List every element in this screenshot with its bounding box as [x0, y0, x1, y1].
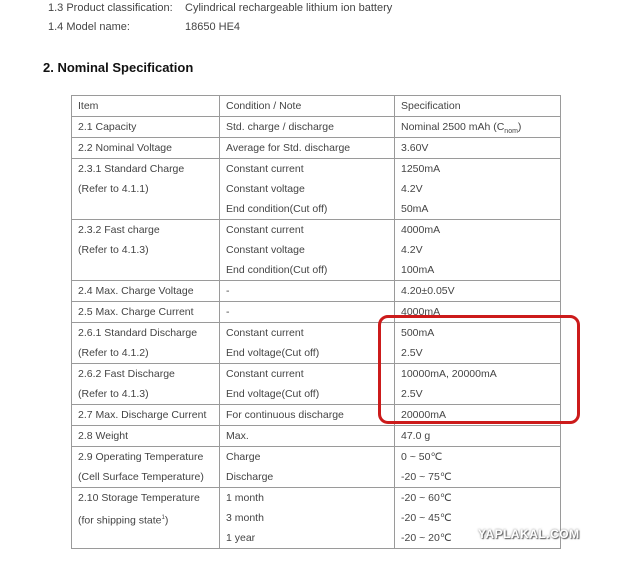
condition-cell-text: End condition(Cut off): [226, 264, 328, 276]
item-cell-line: [78, 302, 219, 322]
condition-cell-line: [226, 343, 394, 363]
condition-cell: [220, 488, 395, 549]
item-cell-text: 2.1 Capacity: [78, 121, 137, 133]
item-cell-line: [78, 426, 219, 446]
condition-cell-line: [226, 426, 394, 446]
item-cell-line: [78, 467, 219, 487]
condition-cell-text: Charge: [226, 451, 261, 463]
item-cell: [72, 323, 220, 364]
item-cell: [72, 138, 220, 159]
condition-cell-line: [226, 117, 394, 137]
item-cell-text: 2.9 Operating Temperature: [78, 451, 204, 463]
specification-cell-line: [401, 260, 560, 280]
condition-cell: [220, 220, 395, 281]
specification-cell-line: [401, 138, 560, 158]
item-cell-line: [78, 405, 219, 425]
condition-cell: [220, 281, 395, 302]
item-cell: [72, 220, 220, 281]
item-cell-text: 2.2 Nominal Voltage: [78, 142, 172, 154]
condition-cell-text: Max.: [226, 430, 249, 442]
item-cell-text: (Cell Surface Temperature): [78, 471, 204, 483]
specification-cell-line: [401, 281, 560, 301]
condition-cell-line: [226, 364, 394, 384]
specification-cell-text: -20 ~ 75℃: [401, 471, 452, 483]
specification-cell-text: 2.5V: [401, 388, 423, 400]
item-cell: [72, 426, 220, 447]
spec-tail: ): [517, 121, 522, 133]
item-cell-line: [78, 343, 219, 363]
condition-cell-line: [226, 138, 394, 158]
item-cell-line: [78, 281, 219, 301]
specification-cell-line: [401, 199, 560, 219]
condition-cell-text: Average for Std. discharge: [226, 142, 351, 154]
table-row: [72, 447, 561, 488]
specification-cell-line: [401, 240, 560, 260]
item-cell-line: [78, 220, 219, 240]
item-cell-text: 2.4 Max. Charge Voltage: [78, 285, 194, 297]
column-header-specification: Specification: [395, 96, 561, 117]
condition-cell-line: [226, 528, 394, 548]
item-cell-text: (Refer to 4.1.3): [78, 244, 149, 256]
item-cell: [72, 447, 220, 488]
specification-cell: [395, 117, 561, 138]
condition-cell-line: [226, 220, 394, 240]
specification-cell-line: [401, 467, 560, 487]
specification-cell-text: 4000mA: [401, 306, 441, 318]
table-row: [72, 117, 561, 138]
condition-cell-text: End condition(Cut off): [226, 203, 328, 215]
condition-cell-text: Constant current: [226, 163, 304, 175]
specification-cell-line: [401, 488, 560, 508]
table-row: [72, 220, 561, 281]
condition-cell-line: [226, 199, 394, 219]
condition-cell: [220, 426, 395, 447]
item-cell-line: [78, 159, 219, 179]
watermark: YAPLAKAL.COM: [478, 527, 580, 541]
condition-cell-line: [226, 447, 394, 467]
condition-cell-text: Constant current: [226, 327, 304, 339]
condition-cell: [220, 302, 395, 323]
condition-cell: [220, 323, 395, 364]
table-row: [72, 426, 561, 447]
specification-cell-line: [401, 447, 560, 467]
condition-cell: [220, 447, 395, 488]
item-cell-line: [78, 240, 219, 260]
condition-cell-text: -: [226, 285, 230, 297]
specification-cell: [395, 138, 561, 159]
table-header-row: [72, 96, 561, 117]
item-cell-text: 2.3.2 Fast charge: [78, 224, 160, 236]
condition-cell-text: Constant voltage: [226, 183, 305, 195]
specification-cell-text: 500mA: [401, 327, 435, 339]
condition-cell-text: 1 month: [226, 492, 264, 504]
subscript: nom: [504, 128, 518, 136]
specification-cell-text: 50mA: [401, 203, 429, 215]
item-cell-text: 2.8 Weight: [78, 430, 129, 442]
item-cell-text: 2.6.1 Standard Discharge: [78, 327, 198, 339]
item-cell-line: [78, 364, 219, 384]
condition-cell-text: End voltage(Cut off): [226, 347, 320, 359]
item-cell-text: 2.3.1 Standard Charge: [78, 163, 185, 175]
specification-cell-text: -20 ~ 45℃: [401, 512, 452, 524]
specification-cell-line: [401, 220, 560, 240]
table-row: [72, 138, 561, 159]
specification-cell: [395, 447, 561, 488]
condition-cell-text: For continuous discharge: [226, 409, 344, 421]
specification-cell-text: 100mA: [401, 264, 435, 276]
condition-cell-line: [226, 405, 394, 425]
item-cell-text: (Refer to 4.1.2): [78, 347, 149, 359]
condition-cell-text: -: [226, 306, 230, 318]
item-cell-line: [78, 138, 219, 158]
table-row: [72, 159, 561, 220]
specification-cell-line: [401, 159, 560, 179]
specification-cell: [395, 426, 561, 447]
item-cell: [72, 281, 220, 302]
specification-cell-text: 4000mA: [401, 224, 441, 236]
condition-cell-text: End voltage(Cut off): [226, 388, 320, 400]
condition-cell-line: [226, 467, 394, 487]
condition-cell-line: [226, 240, 394, 260]
info-label: 1.3 Product classification:: [48, 2, 173, 14]
info-value: 18650 HE4: [185, 21, 241, 33]
item-cell-text: (for shipping state: [78, 514, 162, 527]
specification-cell-text: 4.20±0.05V: [401, 285, 455, 297]
item-cell: [72, 302, 220, 323]
item-cell-text: 2.10 Storage Temperature: [78, 492, 200, 504]
specification-cell-text: 47.0 g: [401, 430, 431, 442]
item-cell: [72, 159, 220, 220]
condition-cell-text: Discharge: [226, 471, 274, 483]
item-cell-text: (Refer to 4.1.1): [78, 183, 149, 195]
specification-cell: [395, 281, 561, 302]
condition-cell-line: [226, 159, 394, 179]
condition-cell-text: Constant current: [226, 368, 304, 380]
condition-cell-line: [226, 323, 394, 343]
specification-cell-text: Nominal 2500 mAh (C: [401, 121, 505, 133]
item-cell-line: [78, 117, 219, 137]
specification-cell-line: [401, 508, 560, 528]
column-header-item: Item: [72, 96, 220, 117]
specification-cell-text: 3.60V: [401, 142, 429, 154]
specification-cell-text: 10000mA, 20000mA: [401, 368, 497, 380]
item-cell-line: [78, 384, 219, 404]
item-cell-text: 2.6.2 Fast Discharge: [78, 368, 175, 380]
condition-cell-line: [226, 281, 394, 301]
specification-cell: [395, 159, 561, 220]
item-cell-line: [78, 447, 219, 467]
info-line-classification: [48, 2, 393, 14]
condition-cell-line: [226, 179, 394, 199]
specification-cell-text: 4.2V: [401, 183, 423, 195]
item-cell-line: [78, 179, 219, 199]
info-label: 1.4 Model name:: [48, 21, 130, 33]
condition-cell-text: 3 month: [226, 512, 264, 524]
item-cell-text: 2.7 Max. Discharge Current: [78, 409, 207, 421]
item-cell-line: (for shipping state$^1$): [78, 514, 169, 527]
item-cell: [72, 488, 220, 549]
item-cell: [72, 364, 220, 405]
item-cell: [72, 117, 220, 138]
item-cell: [72, 405, 220, 426]
condition-cell-line: [226, 260, 394, 280]
condition-cell: [220, 159, 395, 220]
specification-cell-line: [401, 117, 560, 137]
specification-cell: [395, 220, 561, 281]
item-cell-line: [78, 488, 219, 508]
condition-cell-text: 1 year: [226, 532, 256, 544]
specification-cell-text: -20 ~ 20℃: [401, 532, 452, 544]
condition-cell: [220, 117, 395, 138]
superscript: 1: [161, 515, 165, 521]
condition-cell-text: Constant current: [226, 224, 304, 236]
condition-cell-text: Constant voltage: [226, 244, 305, 256]
specification-cell-text: -20 ~ 60℃: [401, 492, 452, 504]
specification-cell-text: 4.2V: [401, 244, 423, 256]
specification-cell-line: [401, 426, 560, 446]
condition-cell: [220, 138, 395, 159]
item-cell-text: (Refer to 4.1.3): [78, 388, 149, 400]
condition-cell: [220, 364, 395, 405]
item-cell-line: [78, 323, 219, 343]
info-line-model: [48, 21, 241, 33]
specification-cell-text: 20000mA: [401, 409, 446, 421]
table-row: [72, 281, 561, 302]
specification-cell-text: 2.5V: [401, 347, 423, 359]
column-header-condition: Condition / Note: [220, 96, 395, 117]
condition-cell-text: Std. charge / discharge: [226, 121, 334, 133]
condition-cell: [220, 405, 395, 426]
specification-cell-text: 0 ~ 50℃: [401, 451, 443, 463]
condition-cell-line: [226, 302, 394, 322]
condition-cell-line: [226, 384, 394, 404]
condition-cell-line: [226, 508, 394, 528]
condition-cell-line: [226, 488, 394, 508]
section-title: 2. Nominal Specification: [43, 60, 194, 75]
highlight-circle: [378, 315, 580, 424]
info-value: Cylindrical rechargeable lithium ion battery: [185, 2, 393, 14]
specification-cell-text: 1250mA: [401, 163, 441, 175]
specification-cell-line: [401, 179, 560, 199]
item-cell-text: 2.5 Max. Charge Current: [78, 306, 194, 318]
